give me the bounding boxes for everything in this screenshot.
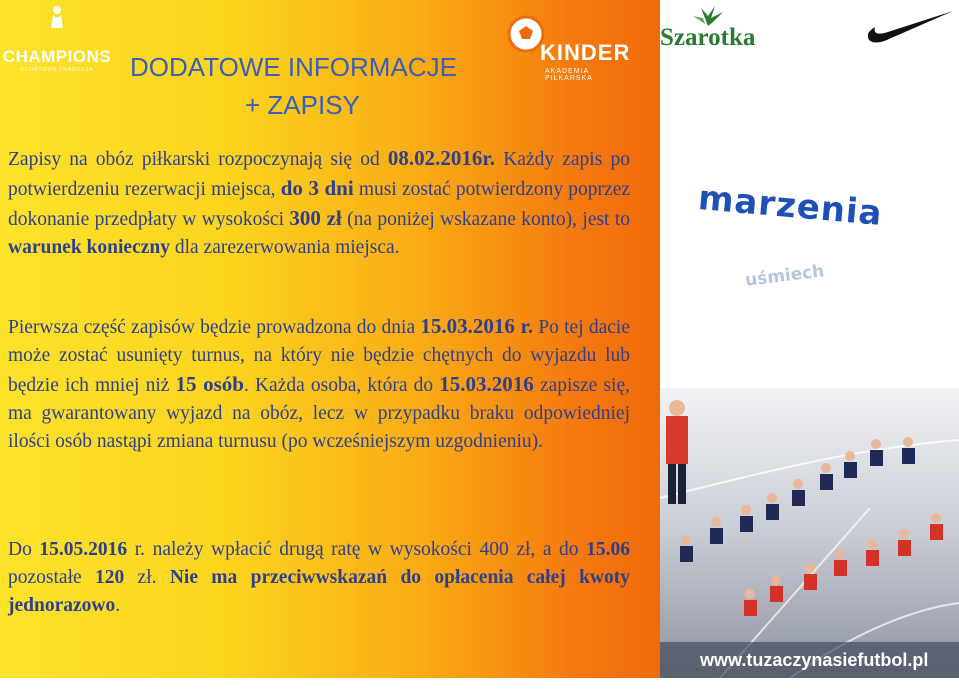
p2-text-1: Pierwsza część zapisów będzie prowadzona do dnia xyxy=(8,317,421,338)
website-url[interactable]: www.tuzaczynasiefutbol.pl xyxy=(700,650,929,670)
team-photo xyxy=(660,388,959,678)
p3-text-4: zł. xyxy=(124,567,157,588)
p1-amount: 300 zł xyxy=(289,206,342,230)
kinder-logo xyxy=(500,10,635,82)
p1-text-5: dla zarezerwowania miejsca. xyxy=(169,237,400,258)
title-line-2: + ZAPISY xyxy=(245,90,360,120)
szarotka-name: Szarotka xyxy=(660,24,756,51)
p1-days: do 3 dni xyxy=(280,176,354,200)
p1-text-4: (na poniżej wskazane konto), jest to xyxy=(341,209,630,230)
word-marzenia: marzenia xyxy=(696,178,885,234)
p3-end: . xyxy=(115,595,121,616)
p3-text-2: r. należy wpłacić drugą ratę w wysokości 400 zł, a do xyxy=(127,539,587,560)
p2-people: 15 osób xyxy=(175,372,244,396)
kinder-sub: AKADEMIA PIŁKARSKA xyxy=(545,68,593,82)
p1-condition: warunek konieczny xyxy=(8,237,170,258)
paragraph-payments xyxy=(8,536,630,620)
p2-date2: 15.03.2016 xyxy=(439,372,534,396)
nike-logo xyxy=(865,5,955,45)
kinder-name: KINDER xyxy=(540,40,631,65)
p1-text-2: Każdy zapis po potwierdzeniu rezerwacji miejsca, xyxy=(8,149,630,200)
p1-text-1: Zapisy na obóz piłkarski rozpoczynają się od xyxy=(8,149,388,170)
champions-name: CHAMPIONS xyxy=(2,47,112,66)
champions-logo xyxy=(2,4,112,74)
word-usmiech: uśmiech xyxy=(744,261,826,291)
p2-text-2: Po tej dacie może zostać usunięty turnus, na który nie będzie chętnych do wyjazdu lub będzie ich mniej niż xyxy=(8,317,630,396)
p1-text-3: musi zostać potwierdzony poprzez dokonanie przedpłaty w wysokości xyxy=(8,179,631,230)
p3-amount: 120 xyxy=(94,567,125,588)
p3-bold-note: Nie ma przeciwwskazań do opłacenia całej kwoty jednorazowo xyxy=(8,567,630,616)
nike-swoosh-icon xyxy=(865,5,955,45)
title-line-1: DODATOWE INFORMACJE xyxy=(130,52,457,82)
p3-text-3: pozostałe xyxy=(8,567,95,588)
p2-text-3: . Każda osoba, która do xyxy=(243,375,440,396)
champions-sub: SPORTOWA TRADYCJA xyxy=(20,67,94,73)
soccer-player-icon xyxy=(43,4,71,32)
p2-date: 15.03.2016 r. xyxy=(420,314,534,338)
szarotka-logo xyxy=(655,2,755,52)
p1-start-date: 08.02.2016r. xyxy=(387,146,496,170)
kids-football-photo-illustration xyxy=(660,388,959,678)
p3-date: 15.05.2016 xyxy=(39,539,128,560)
paragraph-first-phase xyxy=(8,312,630,456)
p3-text-1: Do xyxy=(8,539,40,560)
paragraph-registration xyxy=(8,144,630,262)
p3-date2: 15.06 xyxy=(586,539,630,560)
p2-text-4: zapisze się, ma gwarantowany wyjazd na obóz, lecz w przypadku braku odpowiedniej ilości osób nastąpi zmiana turnusu (po wcześniejszym uzgodnieniu). xyxy=(8,375,631,452)
